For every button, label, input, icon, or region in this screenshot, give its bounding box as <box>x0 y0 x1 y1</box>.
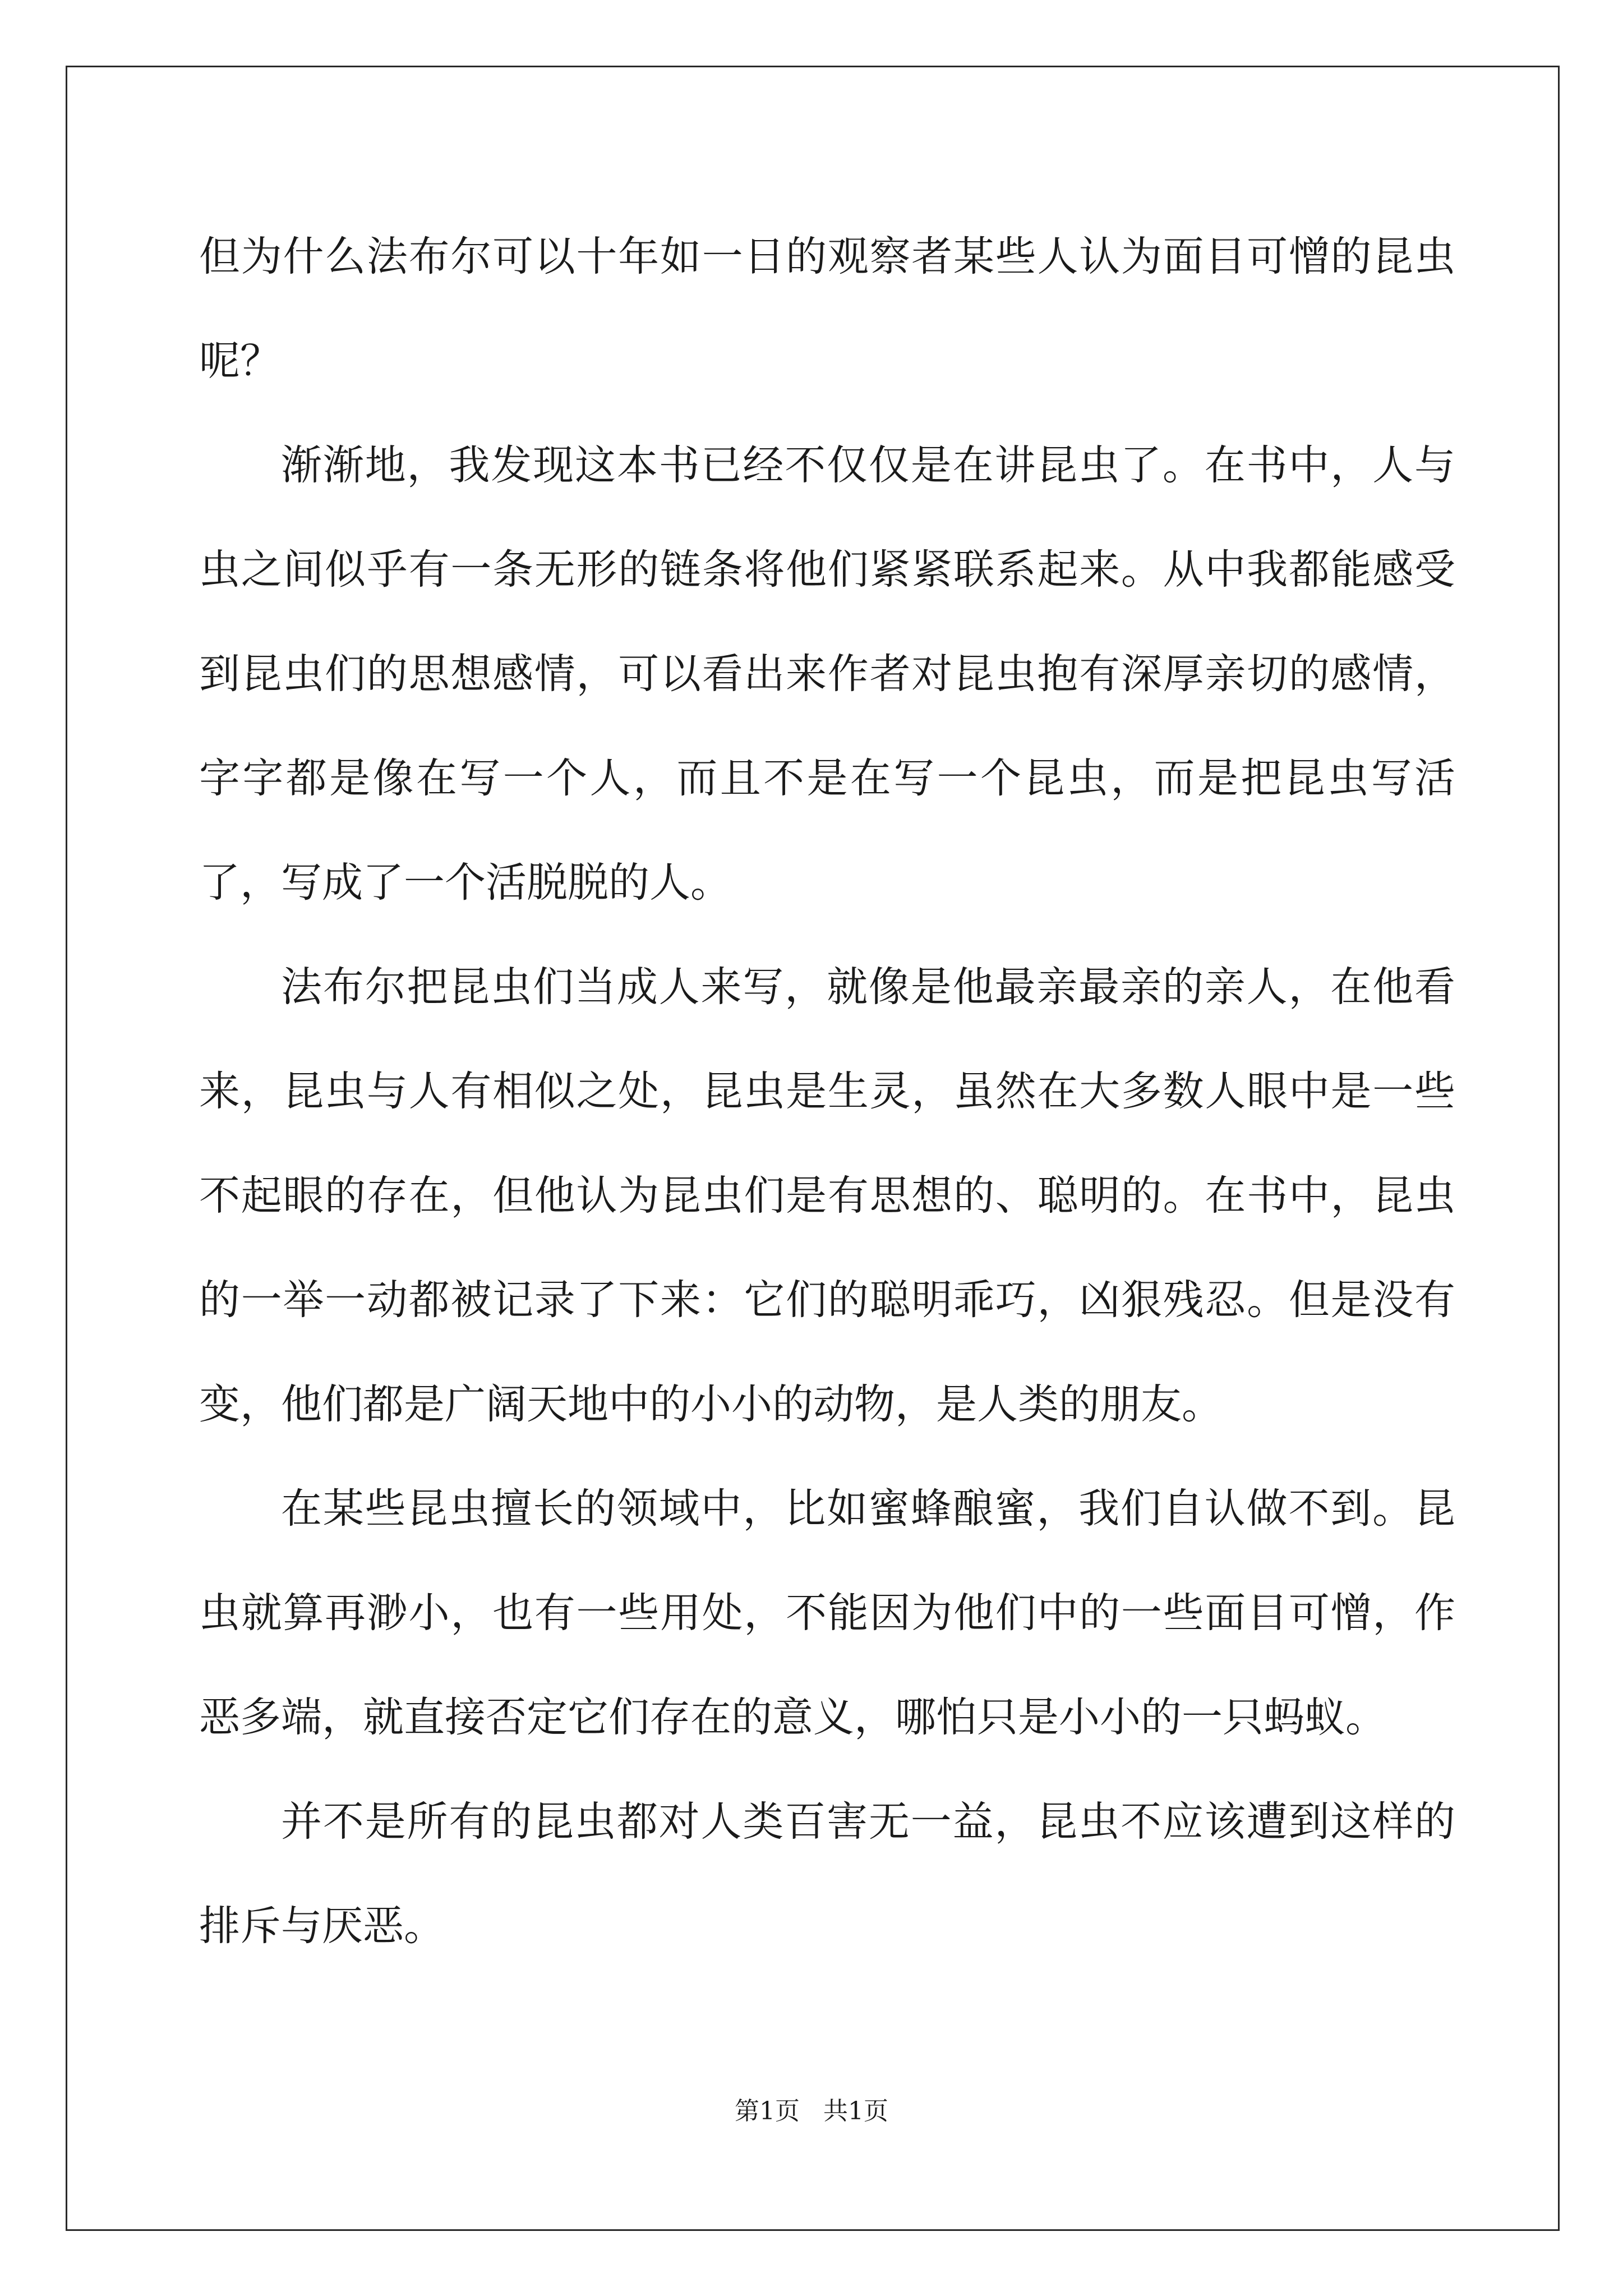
paragraph-5: 并不是所有的昆虫都对人类百害无一益，昆虫不应该遭到这样的排斥与厌恶。 <box>199 1798 1455 1950</box>
paragraph-3: 法布尔把昆虫们当成人来写，就像是他最亲最亲的亲人，在他看来，昆虫与人有相似之处，昆虫是生灵，虽然在大多数人眼中是一些不起眼的存在，但他认为昆虫们是有思想的、聪明的。在书中，昆虫的一举一动都被记录了下来：它们的聪明乖巧，凶狠残忍。但是没有变，他们都是广阔天地中的小小的动物，是人类的朋友。 <box>199 963 1455 1428</box>
page-number-footer: 第1页 共1页 <box>735 2097 888 2125</box>
paragraph-2: 渐渐地，我发现这本书已经不仅仅是在讲昆虫了。在书中，人与虫之间似乎有一条无形的链条将他们紧紧联系起来。从中我都能感受到昆虫们的思想感情，可以看出来作者对昆虫抱有深厚亲切的感情，字字都是像在写一个人，而且不是在写一个昆虫，而是把昆虫写活了，写成了一个活脱脱的人。 <box>199 441 1455 907</box>
document-body <box>199 205 1455 1978</box>
paragraph-4: 在某些昆虫擅长的领域中，比如蜜蜂酿蜜，我们自认做不到。昆虫就算再渺小，也有一些用处，不能因为他们中的一些面目可憎，作恶多端，就直接否定它们存在的意义，哪怕只是小小的一只蚂蚁。 <box>199 1485 1455 1741</box>
paragraph-1: 但为什么法布尔可以十年如一日的观察者某些人认为面目可憎的昆虫呢？ <box>199 233 1455 385</box>
